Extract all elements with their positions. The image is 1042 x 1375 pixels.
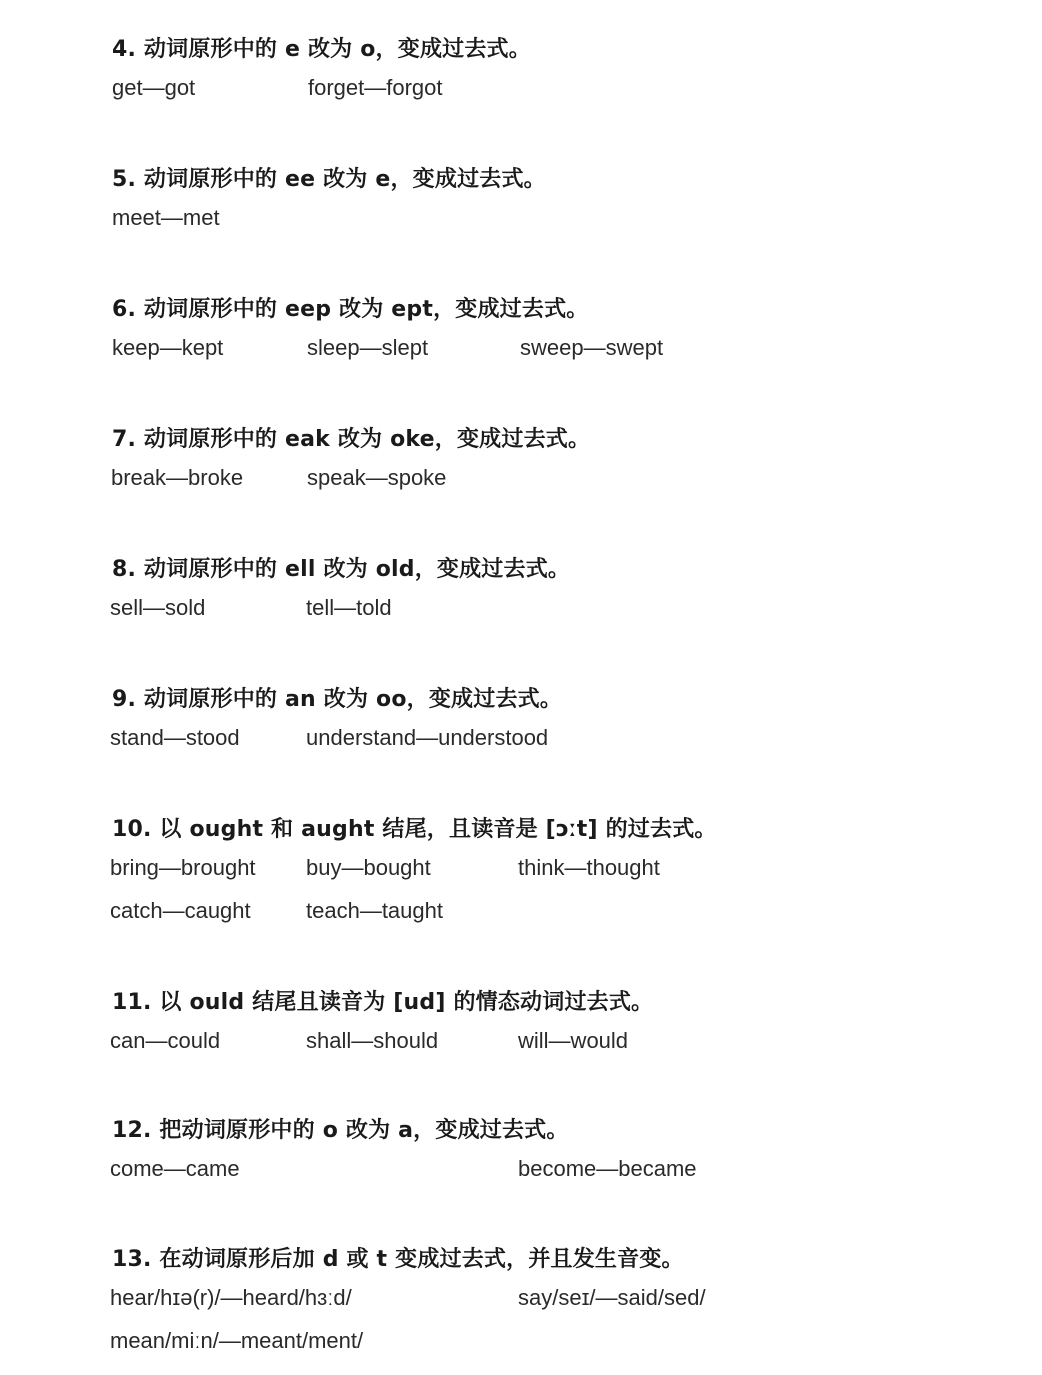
example-row [0,75,1042,103]
verb-pair: say/seɪ/—said/sed/ [518,1285,706,1310]
verb-pair: come—came [110,1156,240,1181]
verb-pair: stand—stood [110,725,240,750]
example-row [0,1285,1042,1313]
verb-pair: catch—caught [110,898,251,923]
example-row [0,595,1042,623]
example-row [0,205,1042,233]
verb-pair: teach—taught [306,898,443,923]
verb-pair: understand—understood [306,725,549,750]
verb-pair: sleep—slept [307,335,429,360]
example-row [0,465,1042,493]
section-heading: 5. 动词原形中的 ee 改为 e，变成过去式。 [112,167,546,192]
section-heading: 11. 以 ould 结尾且读音为 [ud] 的情态动词过去式。 [112,990,654,1015]
section-heading: 12. 把动词原形中的 o 改为 a，变成过去式。 [112,1118,569,1143]
example-row [0,1328,1042,1356]
verb-pair: think—thought [518,855,660,880]
verb-pair: can—could [110,1028,221,1053]
verb-pair: sweep—swept [520,335,664,360]
section-heading: 7. 动词原形中的 eak 改为 oke，变成过去式。 [112,427,591,452]
section-heading: 10. 以 ought 和 aught 结尾，且读音是 [ɔːt] 的过去式。 [112,817,717,842]
verb-pair: hear/hɪə(r)/—heard/hɜːd/ [110,1285,352,1310]
verb-pair: will—would [518,1028,629,1053]
verb-pair: buy—bought [306,855,431,880]
verb-pair: become—became [518,1156,697,1181]
section-heading: 13. 在动词原形后加 d 或 t 变成过去式，并且发生音变。 [112,1247,684,1272]
verb-pair: break—broke [111,465,244,490]
section-heading: 9. 动词原形中的 an 改为 oo，变成过去式。 [112,687,563,712]
verb-pair: meet—met [112,205,220,230]
verb-pair: forget—forgot [308,75,443,100]
verb-pair: speak—spoke [307,465,447,490]
example-row [0,725,1042,753]
example-row [0,898,1042,926]
verb-pair: mean/miːn/—meant/ment/ [110,1328,364,1353]
verb-pair: shall—should [306,1028,439,1053]
verb-pair: get—got [112,75,196,100]
example-row [0,855,1042,883]
example-row [0,335,1042,363]
example-row [0,1028,1042,1056]
verb-pair: sell—sold [110,595,206,620]
section-heading: 8. 动词原形中的 ell 改为 old，变成过去式。 [112,557,571,582]
section-heading: 6. 动词原形中的 eep 改为 ept，变成过去式。 [112,297,589,322]
example-row [0,1156,1042,1184]
verb-pair: keep—kept [112,335,224,360]
verb-pair: tell—told [306,595,392,620]
section-heading: 4. 动词原形中的 e 改为 o，变成过去式。 [112,37,531,62]
verb-pair: bring—brought [110,855,256,880]
